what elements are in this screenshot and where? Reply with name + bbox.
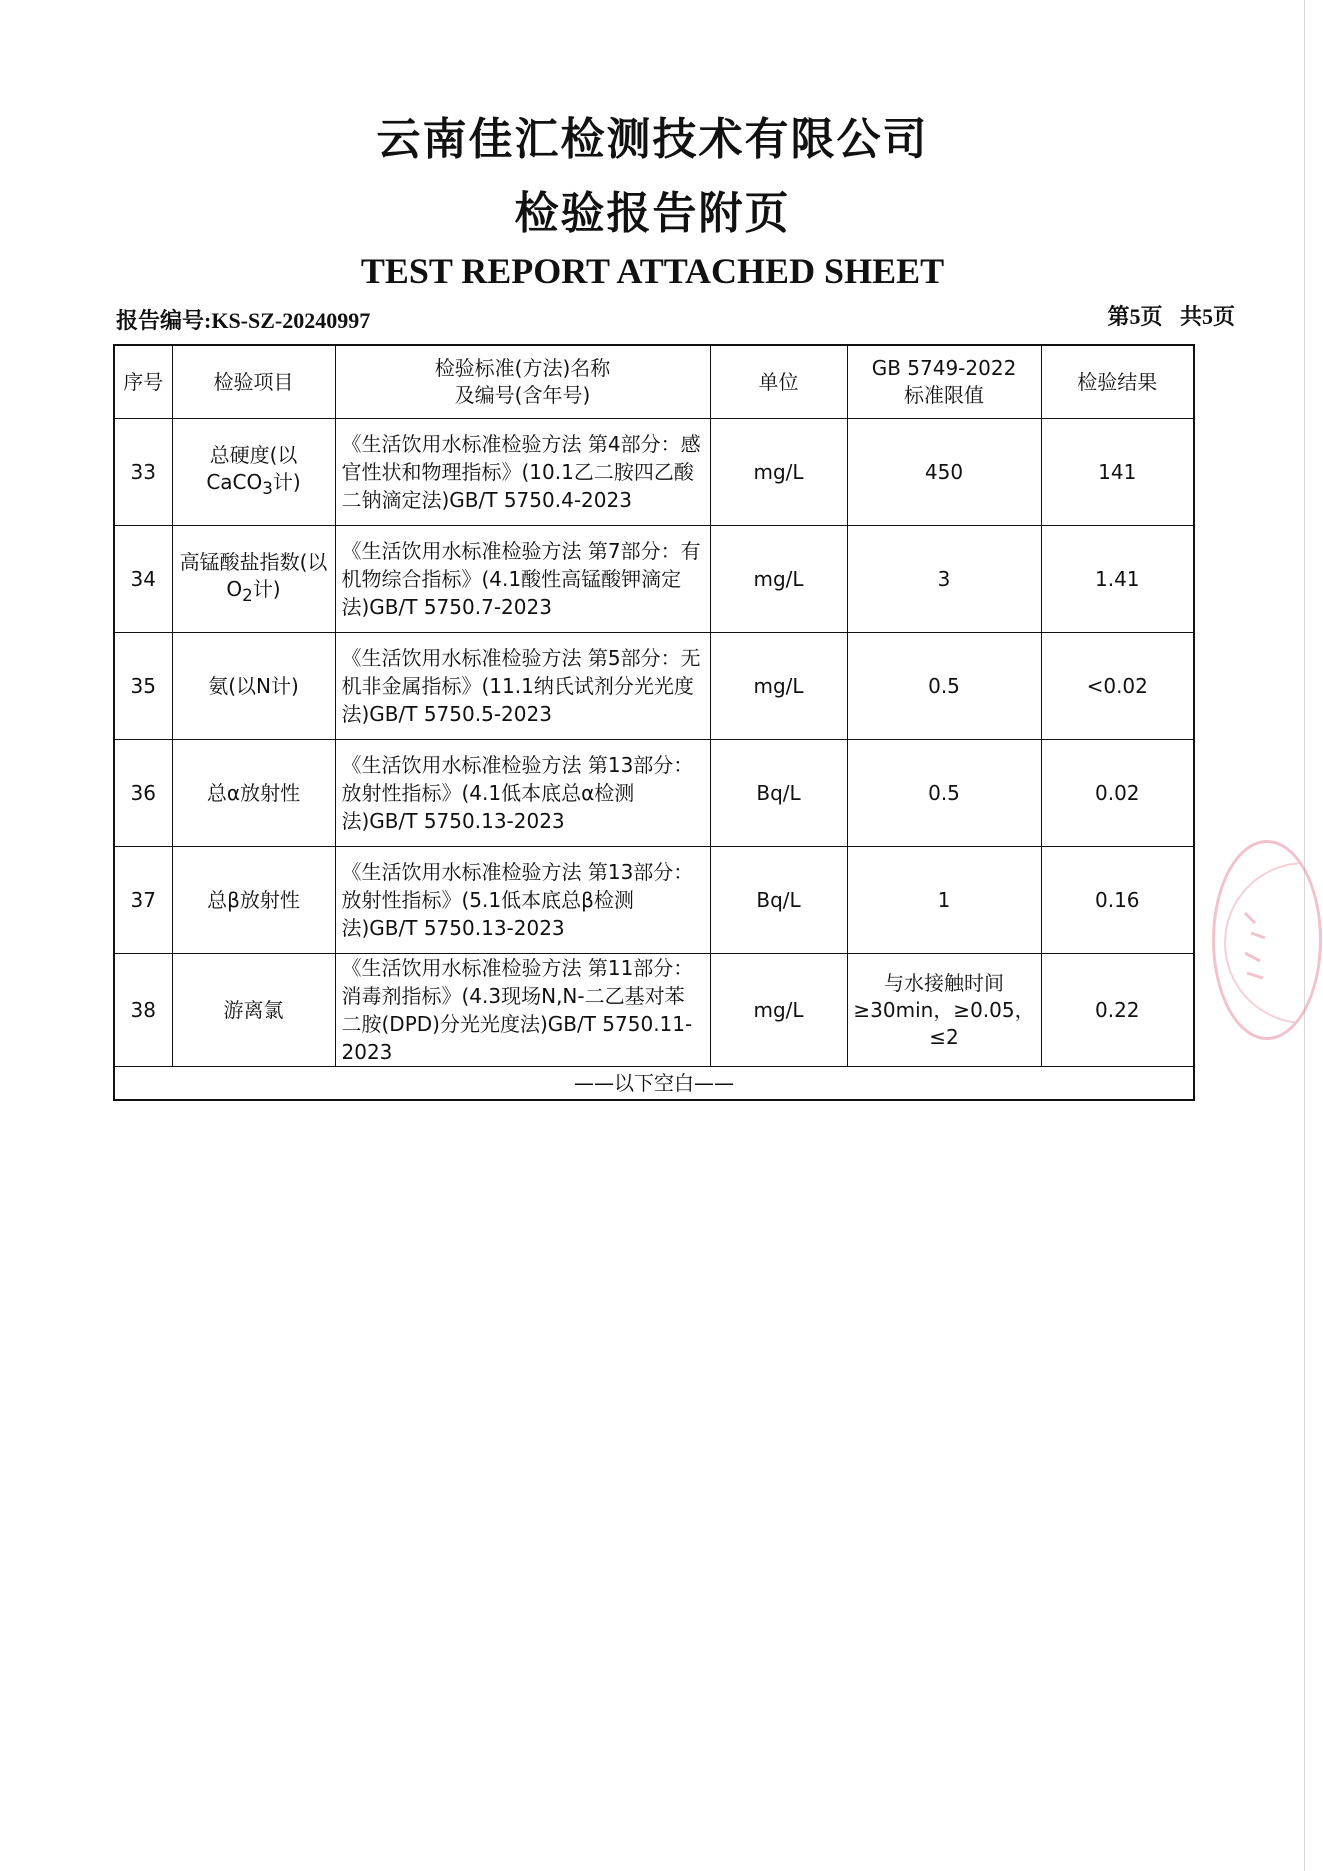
row-seq: 36 bbox=[114, 740, 172, 847]
row-method: 《生活饮用水标准检验方法 第4部分：感官性状和物理指标》(10.1乙二胺四乙酸二钠滴定法)GB/T 5750.4-2023 bbox=[335, 419, 710, 526]
report-title-en: TEST REPORT ATTACHED SHEET bbox=[360, 251, 945, 291]
header-method bbox=[335, 345, 710, 419]
page-current: 第5页 bbox=[1107, 304, 1163, 329]
row-limit: 0.5 bbox=[847, 740, 1041, 847]
header-method-line1: 检验标准(方法)名称 bbox=[434, 356, 611, 380]
row-item-suffix: 计) bbox=[252, 577, 281, 601]
row-method: 《生活饮用水标准检验方法 第7部分：有机物综合指标》(4.1酸性高锰酸钾滴定法)GB/T 5750.7-2023 bbox=[335, 526, 710, 633]
row-item bbox=[172, 847, 335, 954]
blank-below-note: ——以下空白—— bbox=[114, 1067, 1194, 1101]
table-row bbox=[114, 954, 1194, 1067]
row-item bbox=[172, 954, 335, 1067]
table-row bbox=[114, 847, 1194, 954]
page-total: 共5页 bbox=[1179, 304, 1235, 329]
row-item-text: 总α放射性 bbox=[206, 780, 301, 805]
table-row bbox=[114, 633, 1194, 740]
table-row bbox=[114, 419, 1194, 526]
header-limit-line1: GB 5749-2022 bbox=[871, 356, 1017, 380]
row-unit: mg/L bbox=[710, 526, 847, 633]
row-method: 《生活饮用水标准检验方法 第13部分：放射性指标》(5.1低本底总β检测法)GB/T 5750.13-2023 bbox=[335, 847, 710, 954]
row-item-text: 总硬度(以CaCO bbox=[206, 443, 298, 494]
row-item bbox=[172, 526, 335, 633]
row-seq: 34 bbox=[114, 526, 172, 633]
table-header-row bbox=[114, 345, 1194, 419]
row-result: 0.02 bbox=[1041, 740, 1194, 847]
row-seq: 35 bbox=[114, 633, 172, 740]
row-unit: mg/L bbox=[710, 954, 847, 1067]
company-name: 云南佳汇检测技术有限公司 bbox=[376, 114, 929, 165]
row-seq: 33 bbox=[114, 419, 172, 526]
row-method: 《生活饮用水标准检验方法 第5部分：无机非金属指标》(11.1纳氏试剂分光光度法)GB/T 5750.5-2023 bbox=[335, 633, 710, 740]
row-item-text: 氨(以N计) bbox=[208, 673, 299, 698]
row-result: 0.22 bbox=[1041, 954, 1194, 1067]
header-method-line2: 及编号(含年号) bbox=[454, 383, 591, 407]
table-row bbox=[114, 740, 1194, 847]
row-item bbox=[172, 633, 335, 740]
header-unit: 单位 bbox=[710, 345, 847, 419]
header-limit-line2: 标准限值 bbox=[904, 383, 984, 407]
row-seq: 38 bbox=[114, 954, 172, 1067]
row-item bbox=[172, 740, 335, 847]
row-result: 0.16 bbox=[1041, 847, 1194, 954]
results-table bbox=[113, 344, 1195, 1101]
row-seq: 37 bbox=[114, 847, 172, 954]
row-unit: mg/L bbox=[710, 419, 847, 526]
header-seq: 序号 bbox=[114, 345, 172, 419]
row-item-text: 游离氯 bbox=[223, 997, 284, 1022]
row-result: 141 bbox=[1041, 419, 1194, 526]
header-item: 检验项目 bbox=[172, 345, 335, 419]
row-limit: 3 bbox=[847, 526, 1041, 633]
row-method: 《生活饮用水标准检验方法 第11部分：消毒剂指标》(4.3现场N,N-二乙基对苯二胺(DPD)分光光度法)GB/T 5750.11-2023 bbox=[335, 954, 710, 1067]
row-limit: 450 bbox=[847, 419, 1041, 526]
row-result: <0.02 bbox=[1041, 633, 1194, 740]
table-body bbox=[114, 419, 1194, 1067]
row-item-text: 高锰酸盐指数(以O bbox=[179, 550, 328, 601]
report-number: 报告编号:KS-SZ-20240997 bbox=[116, 308, 371, 333]
header-limit bbox=[847, 345, 1041, 419]
row-item-suffix: 计) bbox=[272, 470, 301, 494]
report-title-cn: 检验报告附页 bbox=[514, 188, 791, 239]
page-indicator bbox=[1095, 302, 1235, 332]
row-limit: 与水接触时间≥30min，≥0.05，≤2 bbox=[847, 954, 1041, 1067]
table-footer-row bbox=[114, 1067, 1194, 1101]
row-unit: Bq/L bbox=[710, 740, 847, 847]
row-result: 1.41 bbox=[1041, 526, 1194, 633]
row-limit: 0.5 bbox=[847, 633, 1041, 740]
official-seal-stamp bbox=[1212, 840, 1322, 1040]
row-item-subscript: 2 bbox=[242, 586, 253, 605]
row-unit: Bq/L bbox=[710, 847, 847, 954]
row-item-subscript: 3 bbox=[262, 479, 273, 498]
header-result: 检验结果 bbox=[1041, 345, 1194, 419]
table-row bbox=[114, 526, 1194, 633]
row-item-text: 总β放射性 bbox=[207, 887, 300, 912]
row-method: 《生活饮用水标准检验方法 第13部分：放射性指标》(4.1低本底总α检测法)GB/T 5750.13-2023 bbox=[335, 740, 710, 847]
row-item bbox=[172, 419, 335, 526]
row-unit: mg/L bbox=[710, 633, 847, 740]
seal-graphic bbox=[1215, 843, 1322, 1040]
row-limit: 1 bbox=[847, 847, 1041, 954]
